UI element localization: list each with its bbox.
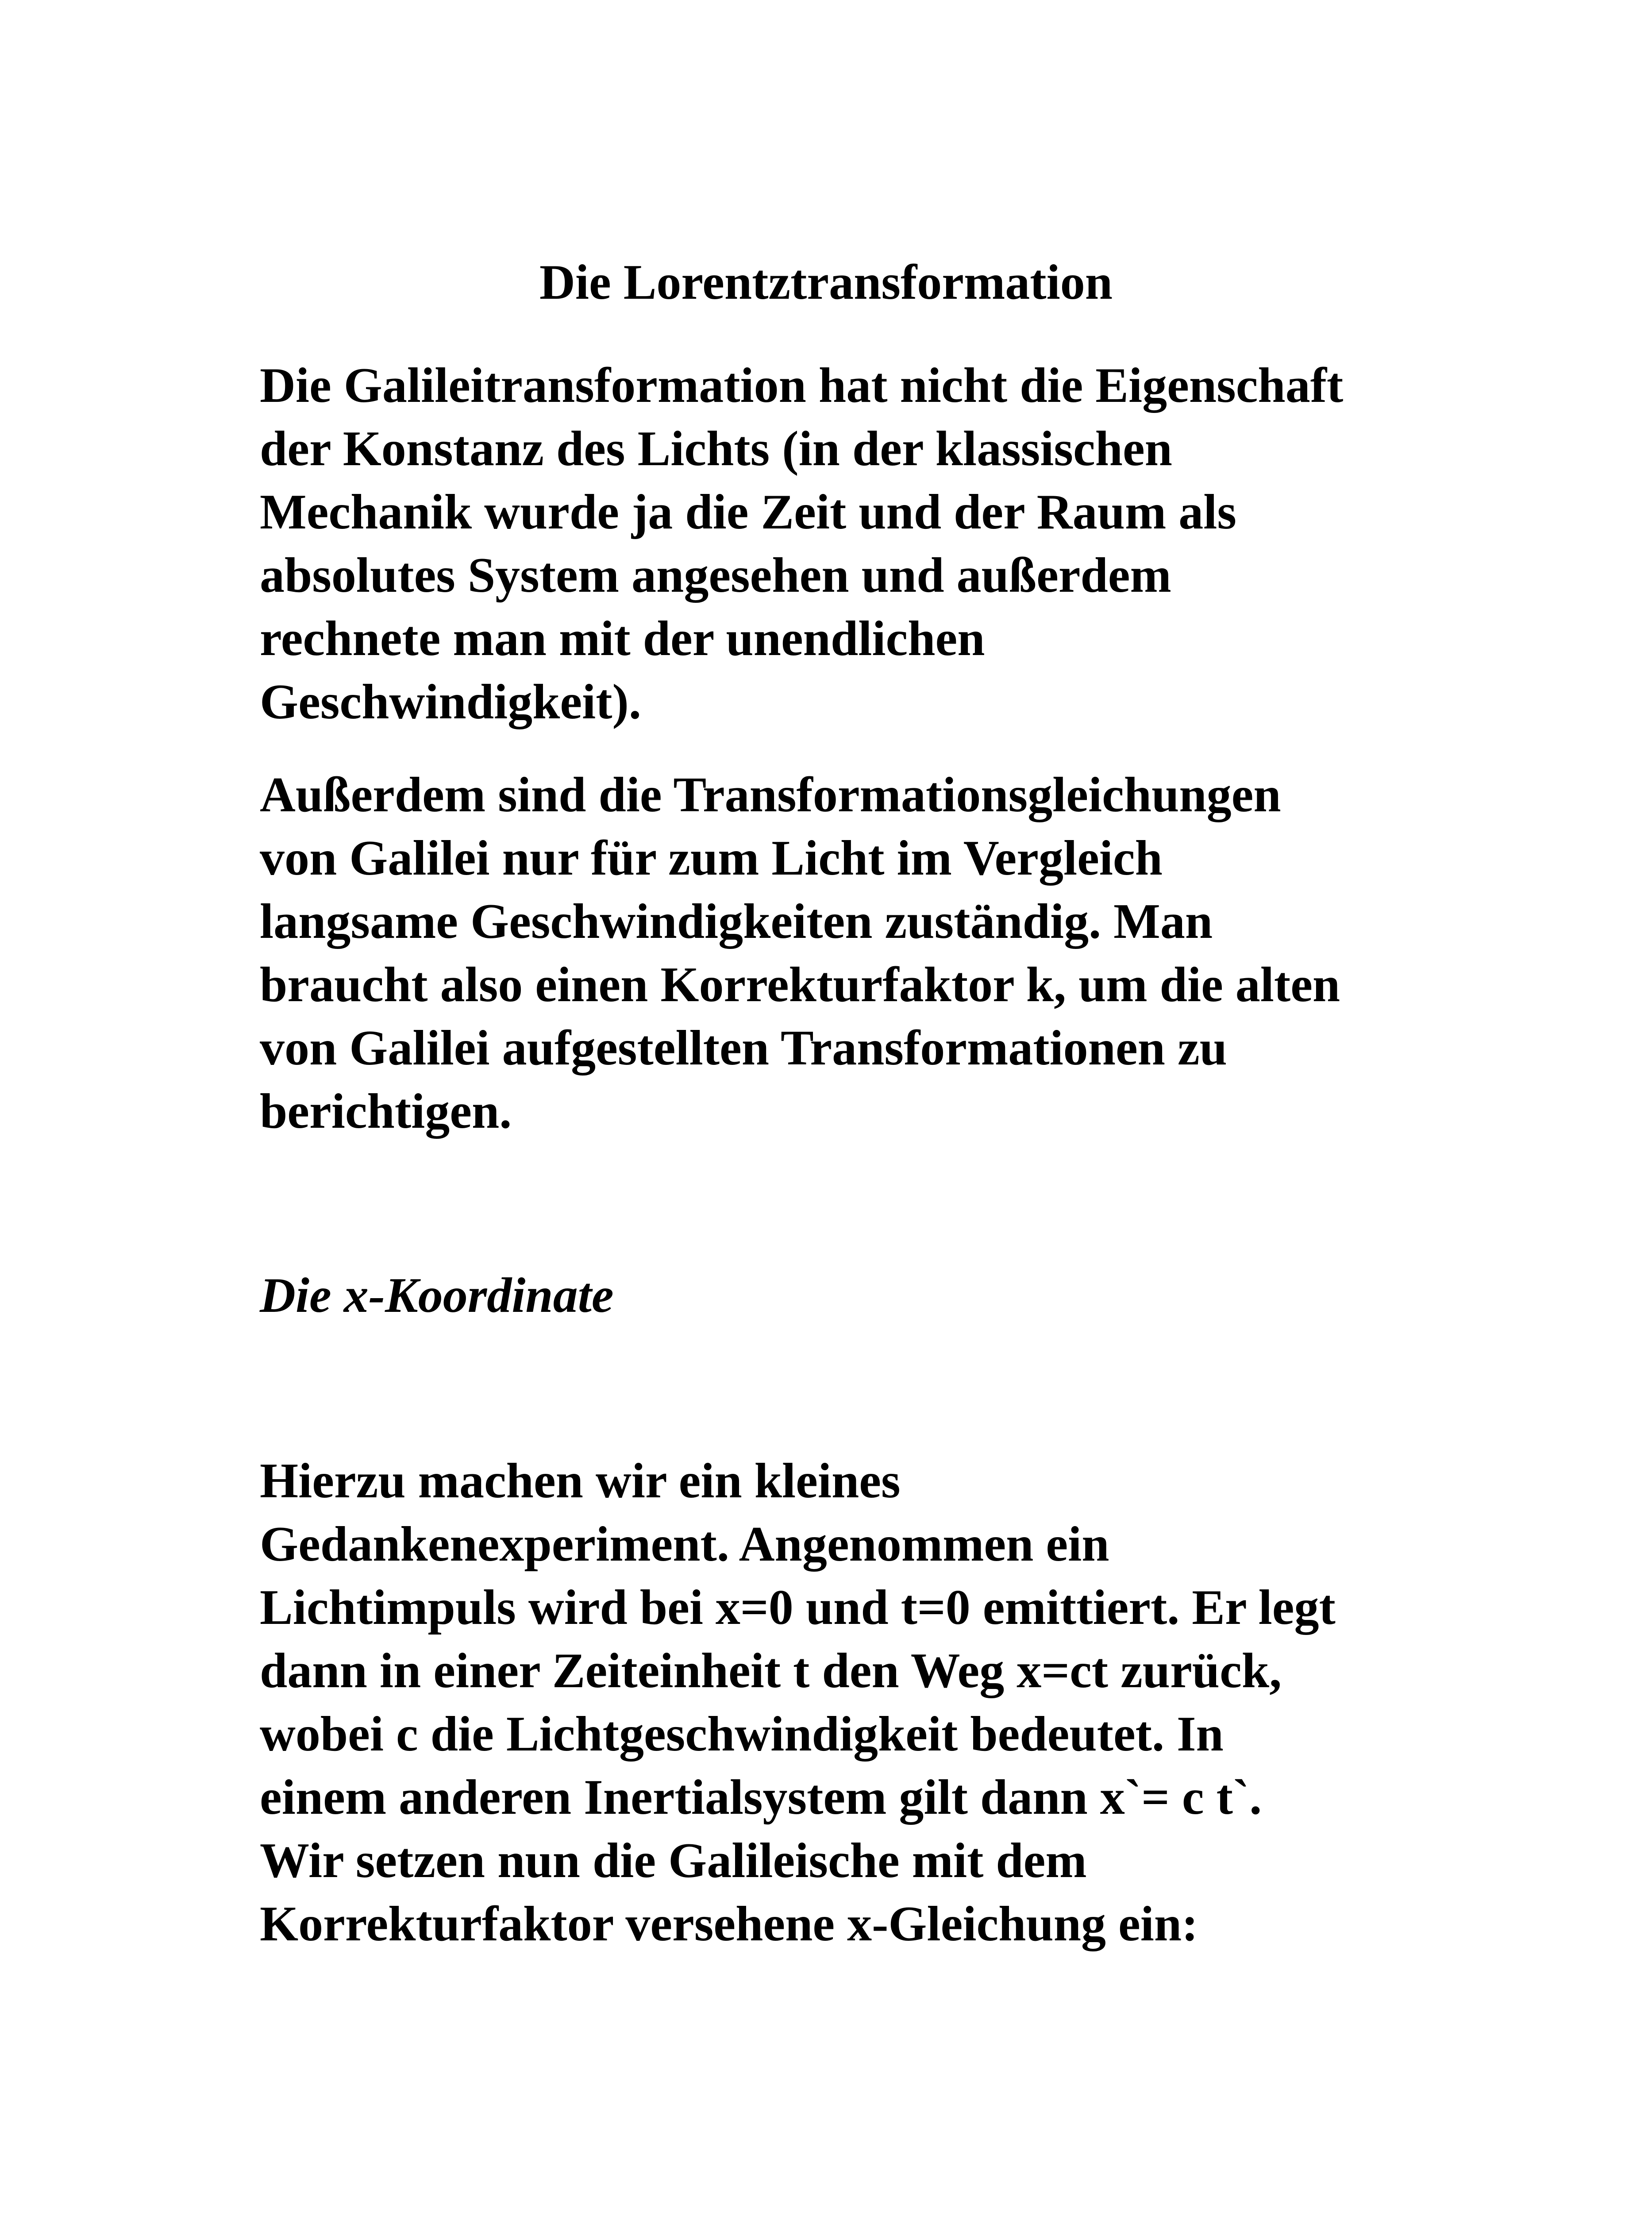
- text-line: Korrekturfaktor versehene x-Gleichung ein:: [260, 1897, 1198, 1951]
- text-line: Außerdem sind die Transformationsgleichungen: [260, 767, 1281, 822]
- text-line: von Galilei aufgestellten Transformationen zu: [260, 1021, 1227, 1076]
- document-title: Die Lorentztransformation: [539, 255, 1113, 310]
- text-line: Mechanik wurde ja die Zeit und der Raum als: [260, 485, 1236, 540]
- text-line: der Konstanz des Lichts (in der klassischen: [260, 421, 1172, 476]
- paragraph-thought-experiment: [260, 1450, 1410, 1956]
- text-line: Geschwindigkeit).: [260, 675, 641, 729]
- text-line: dann in einer Zeiteinheit t den Weg x=ct zurück,: [260, 1643, 1282, 1698]
- text-line: berichtigen.: [260, 1084, 512, 1139]
- section-heading-x-coordinate: Die x-Koordinate: [260, 1268, 614, 1323]
- text-line: von Galilei nur für zum Licht im Vergleich: [260, 831, 1163, 886]
- text-line: Die Galileitransformation hat nicht die Eigenschaft: [260, 358, 1344, 413]
- text-line: wobei c die Lichtgeschwindigkeit bedeutet. In: [260, 1707, 1224, 1762]
- text-line: absolutes System angesehen und außerdem: [260, 548, 1171, 603]
- text-line: rechnete man mit der unendlichen: [260, 611, 985, 666]
- text-line: langsame Geschwindigkeiten zuständig. Man: [260, 894, 1213, 949]
- paragraph-correction-factor: [260, 763, 1410, 1143]
- text-line: einem anderen Inertialsystem gilt dann x`= c t`.: [260, 1770, 1262, 1825]
- text-line: Wir setzen nun die Galileische mit dem: [260, 1833, 1087, 1888]
- text-line: Gedankenexperiment. Angenommen ein: [260, 1517, 1109, 1572]
- text-line: braucht also einen Korrekturfaktor k, um die alten: [260, 957, 1340, 1012]
- text-line: Lichtimpuls wird bei x=0 und t=0 emittiert. Er legt: [260, 1580, 1336, 1635]
- paragraph-galilei-transformation: [260, 354, 1410, 734]
- text-line: Hierzu machen wir ein kleines: [260, 1453, 901, 1508]
